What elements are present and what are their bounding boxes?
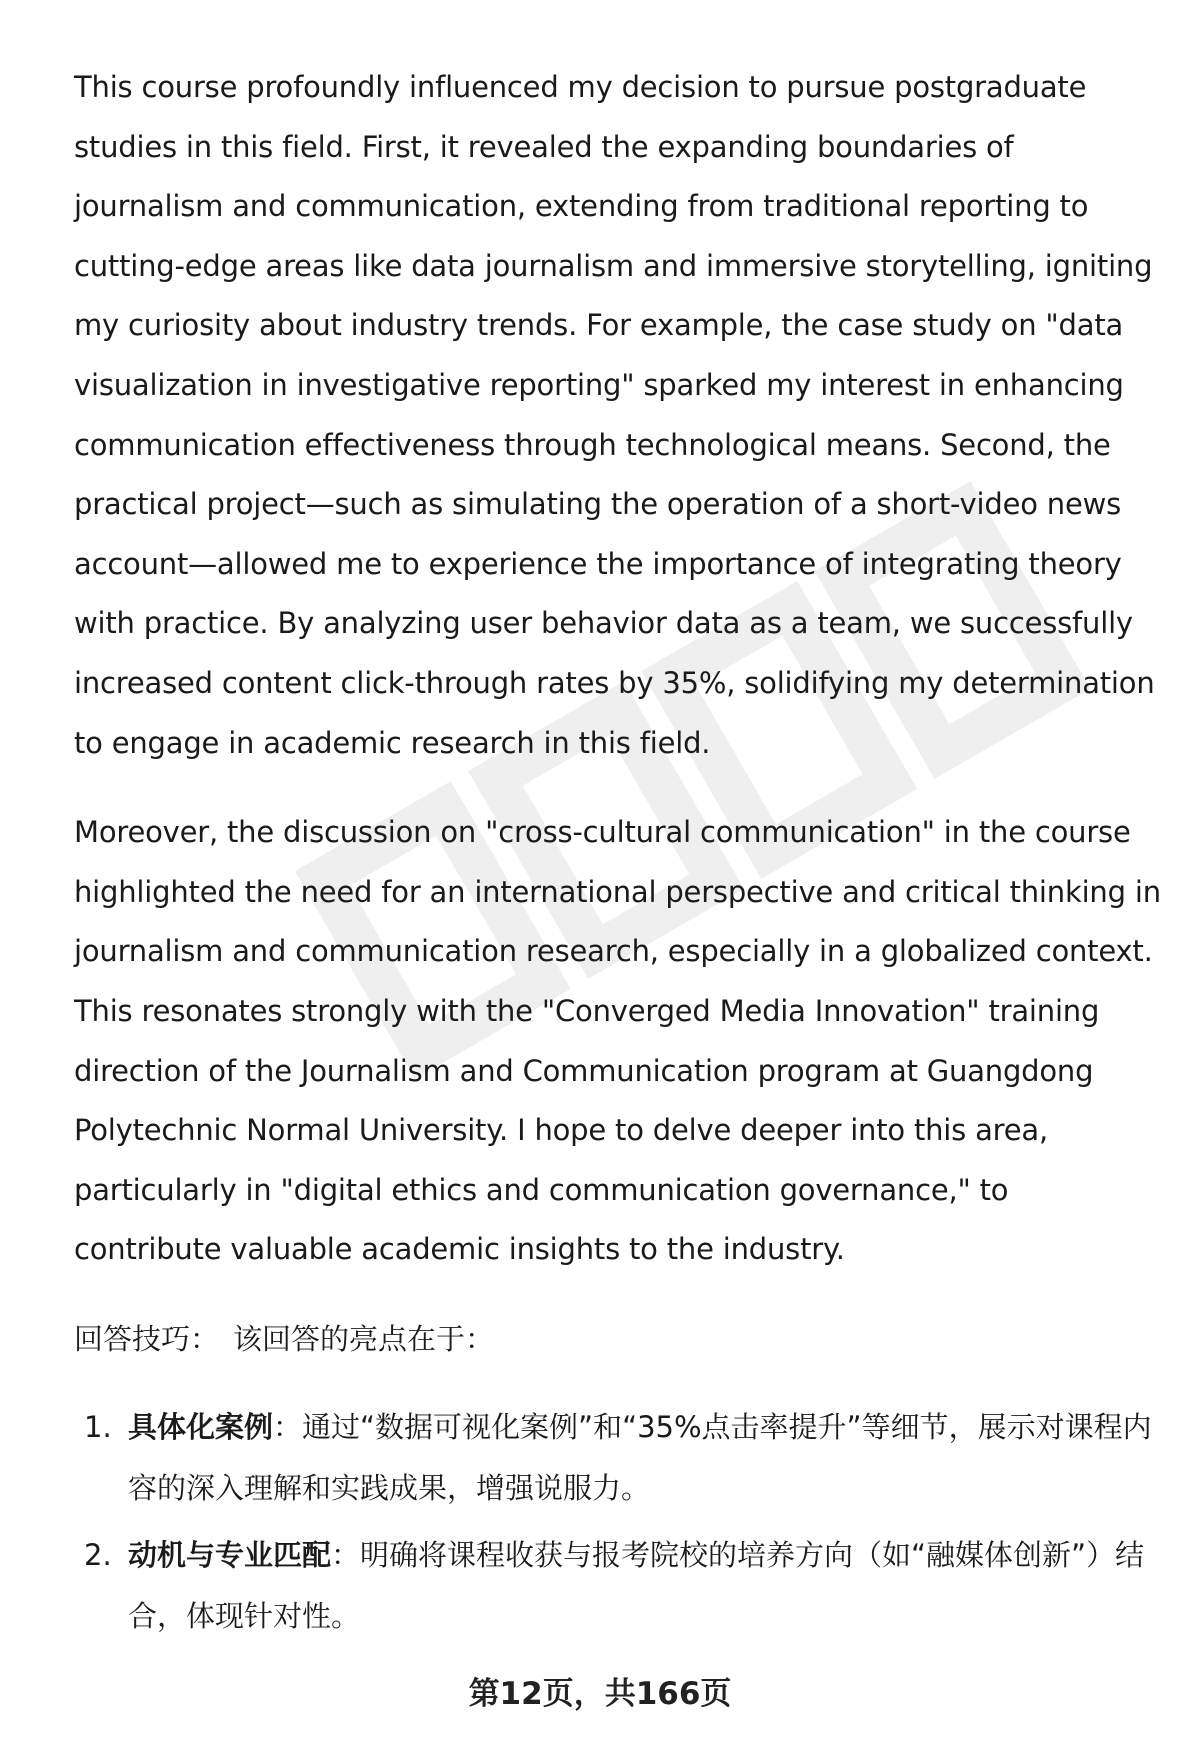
document-page: [74, 58, 1164, 1653]
tips-label-text: 该回答的亮点在于：: [233, 1321, 495, 1356]
tip-item: [74, 1397, 1164, 1519]
tip-text: ：通过“数据可视化案例”和“35%点击率提升”等细节，展示对课程内容的深入理解和实践成果，增强说服力。: [128, 1410, 1152, 1506]
tips-list: [74, 1397, 1164, 1647]
tip-number: 2.: [84, 1538, 112, 1573]
tip-number: 1.: [84, 1410, 112, 1445]
tip-term: 动机与专业匹配: [128, 1538, 332, 1573]
paragraph-2: Moreover, the discussion on "cross-cultural communication" in the course highlighted the need for an international perspective and critical thinking in journalism and communication research, especially in a globalized context. This resonates strongly with the "Converged Media Innovation" training direction of the Journalism and Communication program at Guangdong Polytechnic Normal University. I hope to delve deeper into this area, particularly in "digital ethics and communication governance," to contribute valuable academic insights to the industry.: [74, 815, 1161, 1267]
tip-item: [74, 1525, 1164, 1647]
page-number-footer: 第12页，共166页: [468, 1676, 732, 1712]
tips-label: [74, 1310, 1164, 1370]
paragraph-1: This course profoundly influenced my decision to pursue postgraduate studies in this field. First, it revealed the expanding boundaries of journalism and communication, extending from traditional reporting to cutting-edge areas like data journalism and immersive storytelling, igniting my curiosity about industry trends. For example, the case study on "data visualization in investigative reporting" sparked my interest in enhancing communication effectiveness through technological means. Second, the practical project—such as simulating the operation of a short-video news account—allowed me to experience the importance of integrating theory with practice. By analyzing user behavior data as a team, we successfully increased content click-through rates by 35%, solidifying my determination to engage in academic research in this field.: [74, 70, 1155, 760]
tip-text: ：明确将课程收获与报考院校的培养方向（如“融媒体创新”）结合，体现针对性。: [128, 1538, 1145, 1634]
tip-term: 具体化案例: [128, 1410, 274, 1445]
tips-label-prefix: 回答技巧：: [74, 1321, 220, 1356]
